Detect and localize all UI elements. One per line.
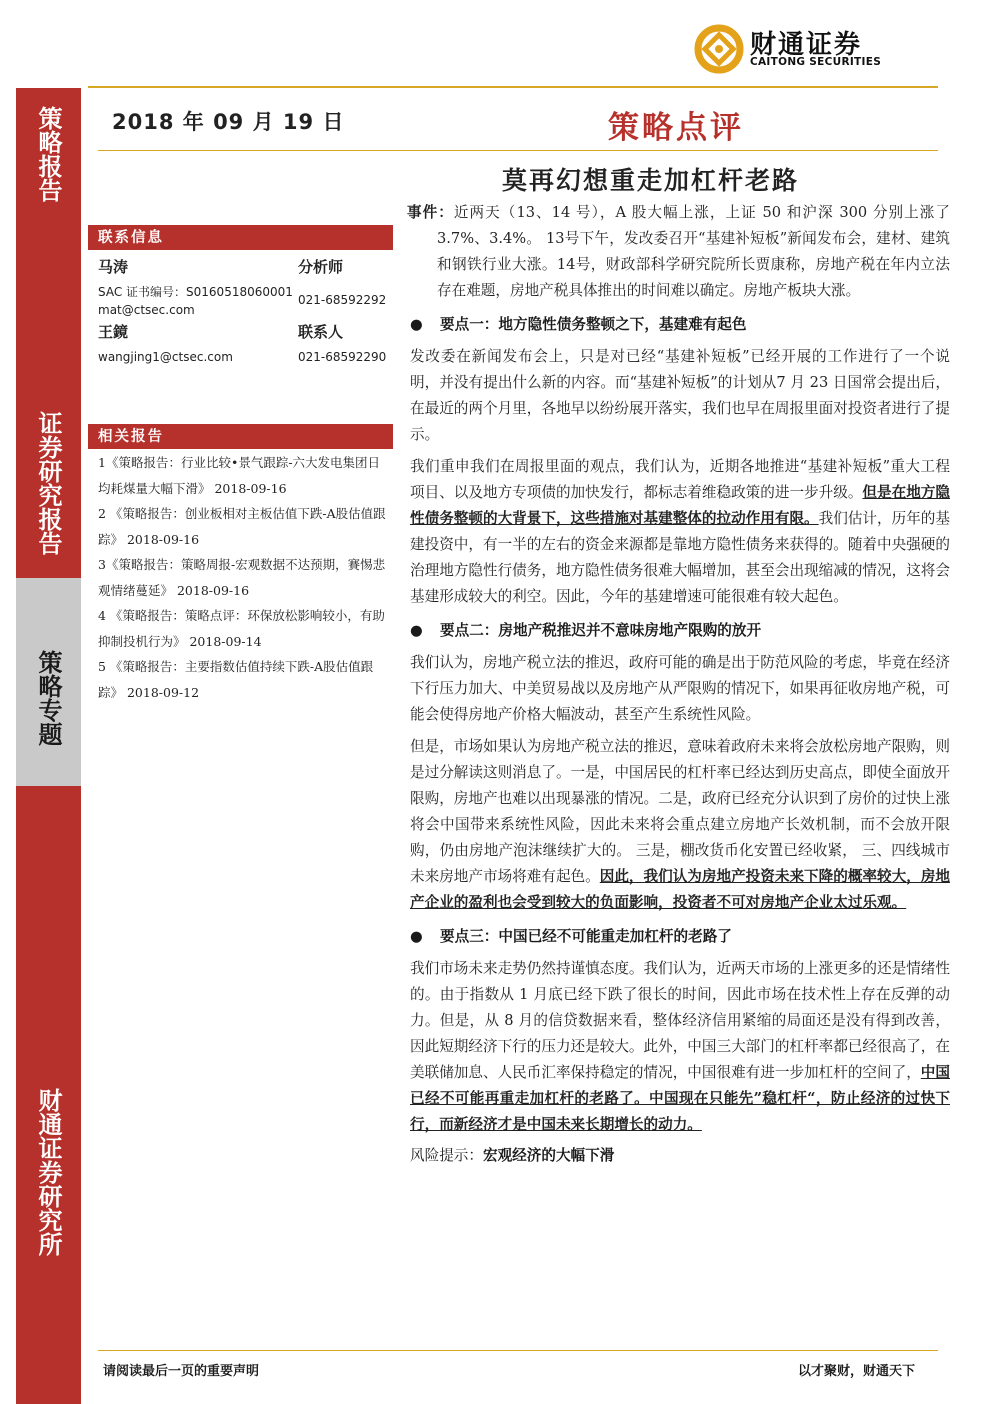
logo-text-en: CAITONG SECURITIES [750, 56, 882, 68]
point2-paragraph1: 我们认为，房地产税立法的推迟，政府可能的确是出于防范风险的考虑，毕竟在经济下行压力加大、中美贸易战以及房地产从严限购的情况下，如果再征收房地产税，可能会使得房地产价格大幅波动，甚至产生系统性风险。 [410, 654, 950, 723]
main-content [407, 200, 950, 1165]
analyst-role: 分析师 [298, 258, 344, 276]
left-band-gray [16, 578, 81, 786]
point1-p2-c: 我们估计，历年的基建投资中，有一半的左右的资金来源都是靠地方隐性债务来获得的。随着中央强硬的治理地方隐性行债务，地方隐性债务很难大幅增加，甚至会出现缩减的情况，这将会基建形成较大的利空。因此，今年的基建增速可能很难有较大起色。 [410, 510, 950, 605]
point1-paragraph2 [410, 454, 950, 610]
analyst-phone: 021-68592292 [298, 293, 387, 307]
left-band-top [16, 88, 81, 388]
point2-heading: 要点二：房地产税推迟并不意味房地产限购的放开 [440, 622, 762, 639]
point1-paragraph1: 发改委在新闻发布会上，只是对已经“基建补短板”已经开展的工作进行了一个说明，并没有提出什么新的内容。而“基建补短板”的计划从7 月 23 日国常会提出后，在最近的两个月里，各地早以纷纷展开落实，我们也早在周报里面对投资者进行了提示。 [410, 348, 950, 443]
point1-p2-emphasis: 但是在地方隐性债务整顿的大背景下，这些措施对基建整体的拉动作用有限。 [410, 484, 950, 527]
point2-p2-a: 但是，市场如果认为房地产税立法的推迟，意味着政府未来将会放松房地产限购，则是过分解读这则消息了。一是，中国居民的杠杆率已经达到历史高点，即使全面放开限购，房地产也难以出现暴涨的情况。二是，政府已经充分认识到了房价的过快上涨将会中国带来系统性风险，因此未来将会重点建立房地产长效机制，而不会放开限购，仍由房地产泡沫继续扩大的。 三是，棚改货币化安置已经收紧， 三、四线城市未来房地产市场将难有起色。 [410, 738, 950, 885]
footer-slogan: 以才聚财，财通天下 [798, 1364, 916, 1379]
logo-text-cn: 财通证券 [750, 30, 863, 60]
contact-section-heading: 联系信息 [88, 225, 393, 250]
bullet-icon: ● [410, 622, 423, 639]
related-report-item[interactable]: 2 《策略报告：创业板相对主板估值下跌-A股估值跟踪》 2018-09-16 [98, 506, 386, 547]
report-title: 莫再幻想重走加杠杆老路 [502, 166, 800, 195]
report-date: 2018 年 09 月 19 日 [112, 110, 345, 134]
related-report-item[interactable]: 1《策略报告：行业比较•景气跟踪-六大发电集团日均耗煤量大幅下滑》 2018-09-16 [98, 455, 381, 496]
point3-p1-a: 我们市场未来走势仍然持谨慎态度。我们认为，近两天市场的上涨更多的还是情绪性的。由于指数从 1 月底已经下跌了很长的时间，因此市场在技术性上存在反弹的动力。但是，从 8 月的信贷数据来看，整体经济信用紧缩的局面还是没有得到改善，因此短期经济下行的压力还是较大。此外，中国三大部门的杠杆率都已经很高了，在美联储加息、人民币汇率保持稳定的情况，中国很难有进一步加杠杆的空间了， [410, 960, 950, 1081]
related-reports-list [98, 450, 390, 705]
band-label-research: 证券研究报告 [34, 411, 63, 555]
event-text: 近两天（13、14 号），A 股大幅上涨，上证 50 和沪深 300 分别上涨了 3.7%、3.4%。 13号下午，发改委召开“基建补短板”新闻发布会，建材、建筑和钢铁行业大涨。14号，财政部科学研究院所长贾康称，房地产税在年内立法存在难题，房地产税具体推出的时间难以确定。房地产板块大涨。 [437, 204, 950, 299]
analyst-cert: SAC 证书编号：S0160518060001 [98, 285, 293, 299]
point2-p2-emphasis: 因此，我们认为房地产投资未来下降的概率较大，房地产企业的盈利也会受到较大的负面影响，投资者不可对房地产企业太过乐观。 [410, 868, 950, 911]
footer-disclaimer[interactable]: 请阅读最后一页的重要声明 [103, 1364, 260, 1379]
header-rule-top [88, 86, 938, 88]
contact-name: 王鏡 [98, 323, 129, 341]
footer-rule [98, 1350, 938, 1351]
left-band-bottom [16, 786, 81, 1404]
related-section-heading: 相关报告 [88, 424, 393, 449]
bullet-icon: ● [410, 316, 423, 333]
band-label-topic: 策略专题 [34, 650, 63, 746]
event-label: 事件： [407, 204, 454, 221]
point1-heading-row [410, 312, 950, 338]
logo-emblem-icon [694, 24, 744, 74]
point2-heading-row [410, 618, 950, 644]
contact-role: 联系人 [298, 323, 344, 341]
company-logo [694, 22, 934, 72]
left-band-mid [16, 388, 81, 578]
point1-heading: 要点一：地方隐性债务整顿之下，基建难有起色 [440, 316, 747, 333]
point2-paragraph2 [410, 734, 950, 916]
point3-paragraph1 [410, 956, 950, 1138]
analyst-email[interactable]: mat@ctsec.com [98, 303, 195, 317]
related-report-item[interactable]: 4 《策略报告：策略点评：环保放松影响较小，有助抑制投机行为》 2018-09-14 [98, 608, 385, 649]
header-rule-mid [98, 150, 938, 151]
band-label-report-type: 策略报告 [34, 106, 63, 202]
contact-email[interactable]: wangjing1@ctsec.com [98, 350, 233, 364]
risk-label: 风险提示： [410, 1147, 483, 1164]
point3-p1-emphasis: 中国已经不可能再重走加杠杆的老路了。中国现在只能先”稳杠杆“，防止经济的过快下行，而新经济才是中国未来长期增长的动力。 [410, 1064, 950, 1133]
band-label-institute: 财通证券研究所 [34, 1088, 63, 1256]
event-paragraph [407, 200, 950, 304]
analyst-name: 马涛 [98, 258, 129, 276]
risk-line [410, 1144, 950, 1165]
point3-heading: 要点三：中国已经不可能重走加杠杆的老路了 [440, 928, 732, 945]
bullet-icon: ● [410, 928, 423, 945]
contact-phone: 021-68592290 [298, 350, 387, 364]
risk-value: 宏观经济的大幅下滑 [482, 1147, 615, 1164]
point1-p2-a: 我们重申我们在周报里面的观点，我们认为，近期各地推进“基建补短板”重大工程项目、以及地方专项债的加快发行，都标志着维稳政策的进一步升级。 [410, 458, 950, 501]
point3-heading-row [410, 924, 950, 950]
related-report-item[interactable]: 5 《策略报告：主要指数估值持续下跌-A股估值跟踪》 2018-09-12 [98, 659, 374, 700]
report-category: 策略点评 [608, 110, 744, 146]
related-report-item[interactable]: 3《策略报告：策略周报-宏观数据不达预期，賽惕悲观情绪蔓延》 2018-09-16 [98, 557, 386, 598]
